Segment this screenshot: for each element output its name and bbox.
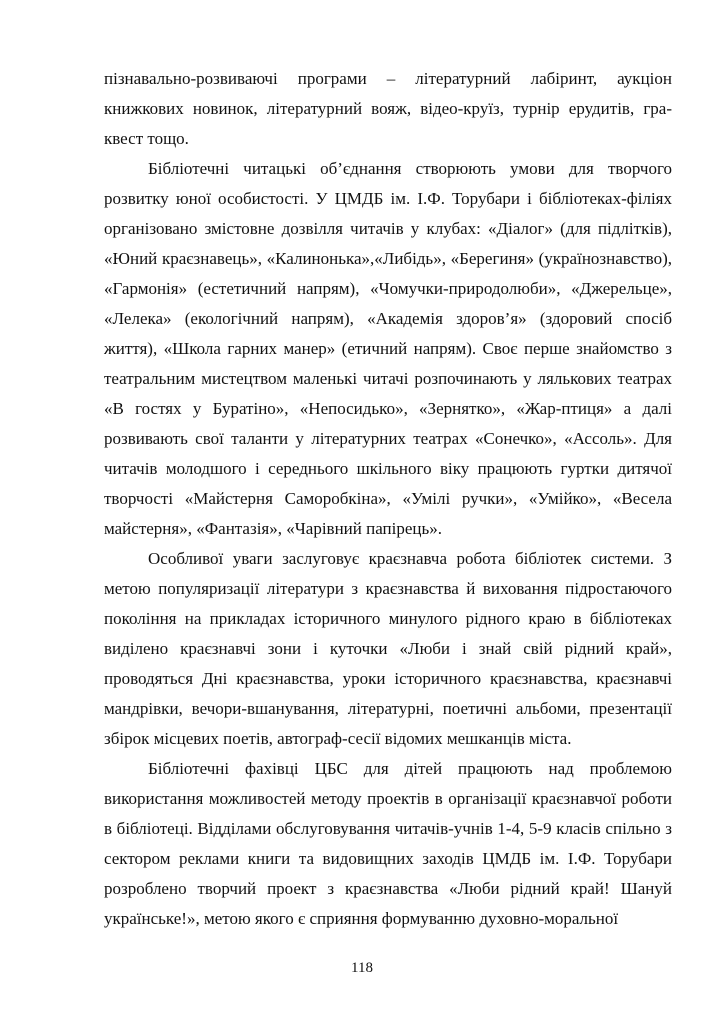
body-text xyxy=(104,64,672,934)
page-number: 118 xyxy=(351,960,373,976)
paragraph-reader-associations: Бібліотечні читацькі об’єднання створюють умови для творчого розвитку юної особистості. У ЦМДБ ім. І.Ф. Торубари і бібліотеках-філіях організовано змістовне дозвілля читачів у клубах: «Діалог» (для підлітків), «Юний краєзнавець», «Калинонька»,«Либідь», «Берегиня» (українознавство), «Гармонія» (естетичний напрям), «Чомучки-природолюби», «Джерельце», «Лелека» (екологічний напрям), «Академія здоров’я» (здоровий спосіб життя), «Школа гарних манер» (етичний напрям). Своє перше знайомство з театральним мистецтвом маленькі читачі розпочинають у лялькових театрах «В гостях у Буратіно», «Непосидько», «Зернятко», «Жар-птиця» а далі розвивають свої таланти у літературних театрах «Сонечко», «Ассоль». Для читачів молодшого і середнього шкільного віку працюють гуртки дитячої творчості «Майстерня Саморобкіна», «Умілі ручки», «Умійко», «Весела майстерня», «Фантазія», «Чарівний папірець». xyxy=(104,159,672,538)
paragraph-project-method: Бібліотечні фахівці ЦБС для дітей працюють над проблемою використання можливостей методу проектів в організації краєзнавчої роботи в бібліотеці. Відділами обслуговування читачів-учнів 1-4, 5-9 класів спільно з сектором реклами книги та видовищних заходів ЦМДБ ім. І.Ф. Торубари розроблено творчий проект з краєзнавства «Люби рідний край! Шануй українське!», метою якого є сприяння формуванню духовно-моральної xyxy=(104,759,672,928)
paragraph-continuation: пізнавально-розвиваючі програми – літературний лабіринт, аукціон книжкових новинок, літературний вояж, відео-круїз, турнір ерудитів, гра-квест тощо. xyxy=(104,69,672,148)
paragraph-local-history-work: Особливої уваги заслуговує краєзнавча робота бібліотек системи. З метою популяризації літератури з краєзнавства й виховання підростаючого покоління на прикладах історичного минулого рідного краю в бібліотеках виділено краєзнавчі зони і куточки «Люби і знай свій рідний край», проводяться Дні краєзнавства, уроки історичного краєзнавства, краєзнавчі мандрівки, вечори-вшанування, літературні, поетичні альбоми, презентації збірок місцевих поетів, автограф-сесії відомих мешканців міста. xyxy=(104,549,672,748)
